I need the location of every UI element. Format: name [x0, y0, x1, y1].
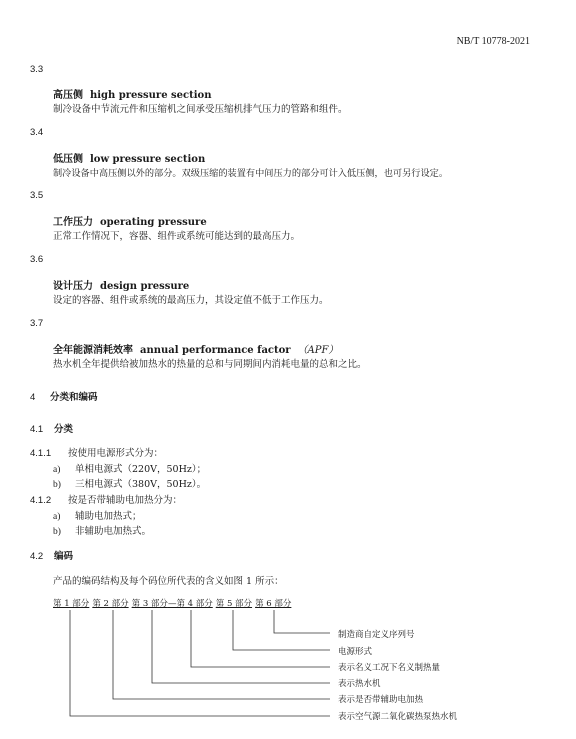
connector-part-5 [233, 610, 330, 650]
item-label: b) [53, 527, 61, 537]
coding-part-5: 第 5 部分 [215, 599, 253, 609]
term-definition: 热水机全年提供给被加热水的热量的总和与同期间内消耗电量的总和之比。 [53, 359, 367, 370]
term-definition: 制冷设备中高压侧以外的部分。双级压缩的装置有中间压力的部分可计入低压侧，也可另行设定。 [53, 168, 449, 179]
item-label: a) [53, 512, 61, 522]
clause-text: 按使用电源形式分为： [68, 448, 164, 459]
clause-number: 4.1.2 [30, 495, 52, 506]
section-title: 编码 [54, 551, 74, 562]
connector-part-4 [191, 610, 330, 667]
clause-text: 按是否带辅助电加热分为： [68, 495, 183, 506]
connector-part-3 [152, 610, 330, 683]
coding-part-1: 第 1 部分 [53, 599, 90, 609]
term-definition: 设定的容器、组件或系统的最高压力，其设定值不低于工作压力。 [53, 295, 329, 306]
term-en: annual performance factor [139, 345, 291, 356]
section-title: 分类 [54, 424, 74, 435]
coding-desc-5: 电源形式 [338, 647, 373, 657]
connector-part-1 [70, 610, 330, 716]
term-definition: 正常工作情况下，容器、组件或系统可能达到的最高压力。 [53, 231, 301, 242]
connector-part-6 [274, 610, 330, 633]
coding-part-6: 第 6 部分 [255, 599, 292, 609]
term-abbreviation: （APF） [297, 345, 339, 356]
term-number: 3.4 [30, 127, 44, 138]
section-title: 分类和编码 [50, 392, 98, 403]
term-en: operating pressure [99, 217, 207, 228]
standard-number: NB/T 10778-2021 [456, 36, 530, 47]
coding-desc-3: 表示热水机 [338, 679, 381, 689]
item-text: 三相电源式（380V，50Hz）。 [75, 479, 207, 490]
term-number: 3.3 [30, 64, 44, 75]
term-en: low pressure section [89, 154, 206, 165]
item-text: 非辅助电加热式。 [75, 526, 152, 537]
coding-desc-4: 表示名义工况下名义制热量 [338, 663, 441, 673]
term-en: design pressure [99, 281, 190, 292]
term-zh: 低压侧 [53, 154, 83, 165]
item-label: a) [53, 465, 61, 475]
section-number: 4.1 [30, 424, 44, 435]
section-number: 4.2 [30, 551, 44, 562]
section-number: 4 [30, 392, 36, 403]
item-text: 辅助电加热式； [75, 511, 142, 522]
term-number: 3.6 [30, 254, 44, 265]
item-text: 单相电源式（220V，50Hz）； [75, 464, 207, 475]
term-number: 3.5 [30, 190, 44, 201]
coding-part-2: 第 2 部分 [92, 599, 129, 609]
connector-part-2 [113, 610, 330, 699]
term-definition: 制冷设备中节流元件和压缩机之间承受压缩机排气压力的管路和组件。 [53, 104, 348, 115]
term-zh: 工作压力 [53, 217, 93, 228]
coding-part-4: —第 4 部分 [167, 599, 213, 609]
term-en: high pressure section [89, 90, 212, 101]
term-number: 3.7 [30, 318, 44, 329]
term-zh: 高压侧 [53, 90, 83, 101]
term-zh: 设计压力 [53, 281, 93, 292]
coding-part-3: 第 3 部分 [131, 599, 168, 609]
clause-number: 4.1.1 [30, 448, 52, 459]
item-label: b) [53, 480, 61, 490]
term-zh: 全年能源消耗效率 [53, 345, 133, 356]
coding-intro: 产品的编码结构及每个码位所代表的含义如图 1 所示： [53, 576, 284, 587]
coding-desc-1: 表示空气源二氧化碳热泵热水机 [338, 712, 458, 722]
coding-desc-6: 制造商自定义序列号 [338, 630, 415, 640]
coding-desc-2: 表示是否带辅助电加热 [338, 695, 424, 705]
